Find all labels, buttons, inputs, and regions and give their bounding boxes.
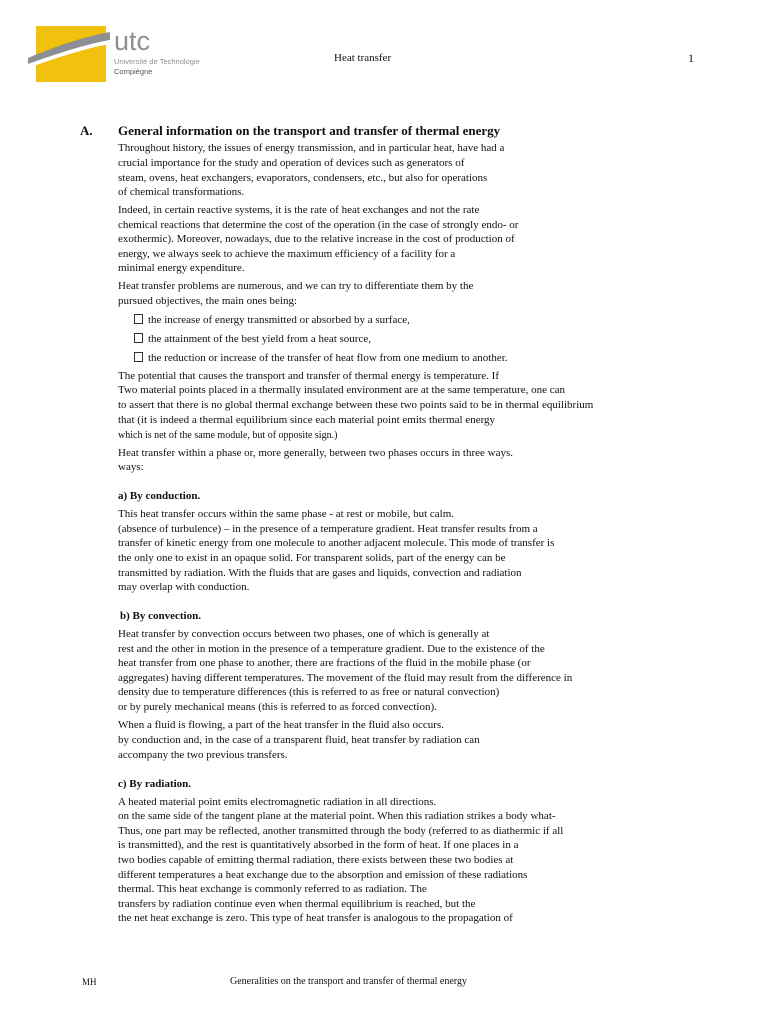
text-line: transfers by radiation continue even when thermal equilibrium is reached, but the [118,898,476,910]
text-line: Thus, one part may be reflected, another transmitted through the body (referred to as diathermic if all [118,825,564,837]
subheading-convection: b) By convection. [120,610,201,622]
text-line: heat transfer from one phase to another, there are fractions of the fluid in the mobile phase (or [118,657,531,669]
text-line: two bodies capable of emitting thermal radiation, there exists between these two bodies at [118,854,514,866]
footer-title: Generalities on the transport and transfer of thermal energy [230,976,467,987]
text-line: Heat transfer problems are numerous, and we can try to differentiate them by the [118,280,474,292]
section-heading [80,123,501,138]
text-line: rest and the other in motion in the presence of a temperature gradient. Due to the existence of the [118,643,545,655]
text-line: may overlap with conduction. [118,581,250,593]
text-line: crucial importance for the study and operation of devices such as generators of [118,157,465,169]
header-title: Heat transfer [334,52,392,64]
logo-line2: Compiègne [114,67,153,76]
text-line: ways: [118,461,144,473]
text-line: that (it is indeed a thermal equilibrium since each material point emits thermal energy [118,414,496,426]
text-line: chemical reactions that determine the cost of the operation (in the case of strongly endo- or [118,219,519,231]
text-line: steam, ovens, heat exchangers, evaporators, condensers, etc., but also for operations [118,172,488,184]
text-line: exothermic). Moreover, nowadays, due to the relative increase in the cost of production of [118,233,515,245]
text-line: thermal. This heat exchange is commonly referred to as radiation. The [118,883,427,895]
bullet-item: the attainment of the best yield from a heat source, [134,333,371,346]
text-line: on the same side of the tangent plane at the material point. When this radiation strikes a body what- [118,810,556,822]
text-line: This heat transfer occurs within the same phase - at rest or mobile, but calm. [118,508,455,520]
text-line: transmitted by radiation. With the fluids that are gases and liquids, convection and radiation [118,567,522,579]
text-line: by conduction and, in the case of a transparent fluid, heat transfer by radiation can [118,734,480,746]
text-line: pursued objectives, the main ones being: [118,295,298,307]
text-line: Indeed, in certain reactive systems, it is the rate of heat exchanges and not the rate [118,204,480,216]
text-line: The potential that causes the transport and transfer of thermal energy is temperature. If [118,370,499,382]
bullet-box-icon [134,352,143,362]
text-line: accompany the two previous transfers. [118,749,288,761]
text-line: energy, we always seek to achieve the maximum efficiency of a facility for a [118,248,456,260]
utc-logo-mark [26,24,212,86]
section-title: General information on the transport and transfer of thermal energy [118,123,501,138]
bullet-item: the reduction or increase of the transfer of heat flow from one medium to another. [134,352,508,365]
text-line: density due to temperature differences (this is referred to as free or natural convection) [118,686,500,698]
text-line: which is net of the same module, but of opposite sign.) [118,430,338,441]
text-line: of chemical transformations. [118,186,245,198]
text-line: When a fluid is flowing, a part of the heat transfer in the fluid also occurs. [118,719,444,731]
text-line: to assert that there is no global thermal exchange between these two points said to be in thermal equilibrium [118,399,594,411]
subheading-conduction: a) By conduction. [118,490,201,502]
page-number: 1 [688,51,694,65]
bullet-box-icon [134,314,143,324]
logo-line1: Université de Technologie [114,57,200,66]
text-line: is transmitted), and the rest is quantitatively absorbed in the form of heat. If one places in a [118,839,519,851]
text-line: Heat transfer by convection occurs between two phases, one of which is generally at [118,628,490,640]
text-line: the only one to exist in an opaque solid. For transparent solids, part of the energy can be [118,552,506,564]
text-line: Heat transfer within a phase or, more generally, between two phases occurs in three ways. [118,447,514,459]
bullet-item: the increase of energy transmitted or absorbed by a surface, [134,314,410,327]
text-line: A heated material point emits electromagnetic radiation in all directions. [118,796,437,808]
text-line: the net heat exchange is zero. This type of heat transfer is analogous to the propagation of [118,912,513,924]
logo-word: utc [114,26,151,56]
footer-author: MH [82,977,97,987]
text-line: transfer of kinetic energy from one molecule to another adjacent molecule. This mode of transfer is [118,537,555,549]
text-line: Two material points placed in a thermally insulated environment are at the same temperature, one can [118,384,566,396]
subheading-radiation: c) By radiation. [118,778,192,790]
text-line: Throughout history, the issues of energy transmission, and in particular heat, have had a [118,142,505,154]
text-line: aggregates) having different temperatures. The movement of the fluid may result from the difference in [118,672,573,684]
section-letter: A. [80,123,93,138]
text-line: different temperatures a heat exchange due to the absorption and emission of these radiations [118,869,528,881]
text-line: or by purely mechanical means (this is referred to as forced convection). [118,701,437,713]
text-line: minimal energy expenditure. [118,262,245,274]
utc-logo [26,24,212,86]
bullet-box-icon [134,333,143,343]
text-line: (absence of turbulence) – in the presence of a temperature gradient. Heat transfer results from a [118,523,538,535]
